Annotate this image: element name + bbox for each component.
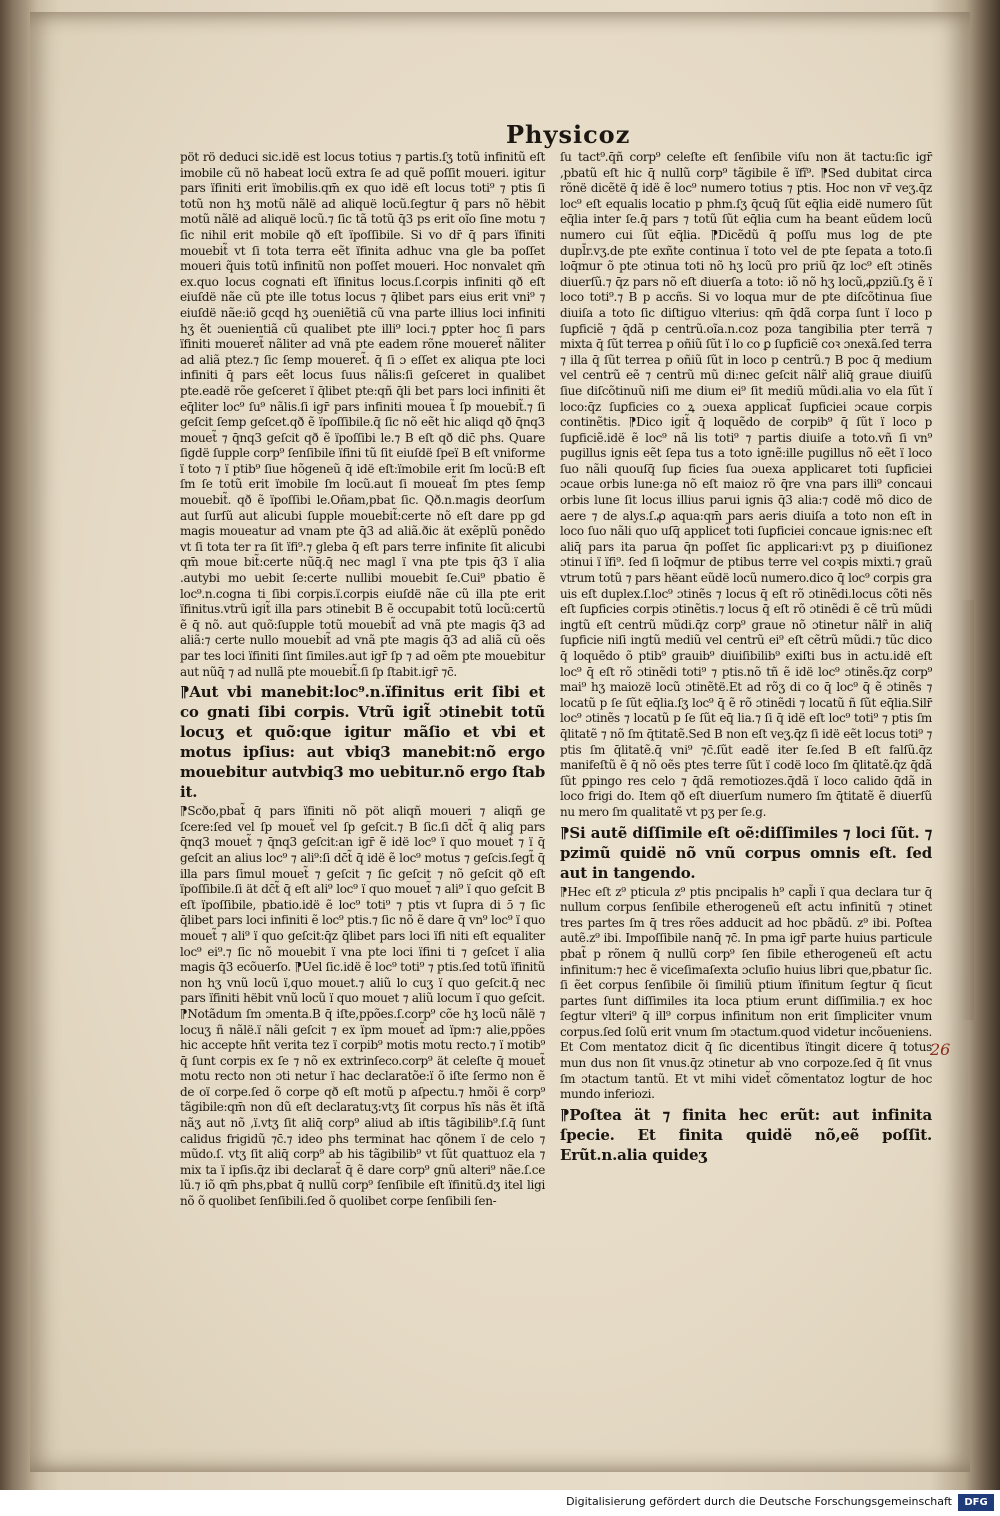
left-paragraph-1: pöt rö deduci sic.idë est locus totius ⁊ partis.ſʒ totũ infinitũ eſt imobile cũ nö habeat locũ extra ſe ad quẽ poſſit moueri. igitur pars ïfiniti erit ïmobilis.qm̄ ex quo idë eſt locus toti⁹ ⁊ ptis ſi totũ non hʒ motũ nãlë ad aliquë locũ.ſegtur q̄ pars nõ hëbit motũ nãlë ad aliquë locũ.⁊ ſic tã totũ q̄3 ps erit oĩo ſine motu ⁊ ſic nihil erit mobile qð eſt ïpoſſibile. Si vo dr̄ q̄ pars ïfiniti mouebit̃ vt ſi tota terra eẽt ïfinita adhuc vna gle ba poſſet moueri q̃uis totũ infinitũ non poſſet moueri. Hoc nonvalet qm̄ ex.quo locus cognati eſt ïfinitus locus.ſ.corpis infiniti qð eſt eiuſdë nãe cũ pte ille totus locus ⁊ q̄libet pars eius erit vni⁹ ⁊ eiuſdë nãe:iõ gcqd hʒ ɔueniẽtiã cũ vna parte illius loci infiniti hʒ ẽt ɔuenientiã cũ qualibet pte illi⁹ loci.⁊ ꝑpter hoc ſi pars ïfiniti moueret̃ nãliter ad vnã pte eadem rõne moueret̃ nãliter ad aliã ptez.⁊ ſic ſemp moueret̃. q̄ ſi ɔ eſſet ex aliqua pte loci infiniti q̄ pars eẽt locus ſuus nãlis:ſi geſceret in qualibet pte.eadë rõe geſceret ï q̄libet pte:qñ q̄li bet pars loci infiniti ẽt eq̄liter loc⁹ ſu⁹ nãlis.ſi igr̄ pars infiniti mouea t̃ ſp mouebit̃.⁊ ſi geſcit ſemp geſcet.qð ẽ ïpoſſibile.q̄ ſic nõ eẽt hic aliqd qð q̄nq3 mouet̃ ⁊ q̄nq3 geſcit qð ẽ ïpoſſibi le.⁊ B eſt qð dic̄ phs. Quare ſigdë ſupple corp⁹ ſenſibile ïfini tũ ſit eiuſdë ſpeï B eſt vniforme ï toto ⁊ ï ptib⁹ ſiue hõgeneũ q̄ idë eſt:ïmobile erit ſm locũ:B eſt ſm ſe totũ erit ïmobile ſm locũ.aut ſi moueat̃ ſm ptes ſemp mouebit̃. qð ẽ ïpoſſibi le.Oñam,pbat ſic. Qð.n.magis deorſum aut ſurſũ aut alicubi ſupple mouebit̃:certe nõ eſt dare pp gd magis moueatur ad vnam pte q̄3 ad aliã.ðic ät exẽplũ ponẽdo vt ſi tota ter ra ſit ïfi⁹.⁊ gleba q̄ eſt pars terre infinite ſit alicubi qm̄ moue bit̃:certe nũq̄.q̄ nec magl ï vna pte tpis q̄3 ï alia .autybi mo uebit ſe:certe nullibi mouebit ſe.Cui⁹ pbatio ẽ loc⁹.n.cogna ti ſibi corpis.ï.corpis eiuſdë nãe cũ illa pte erit ïfinitus.vtrũ igit̃ illa pars ɔtinebit B ẽ occupabit totũ locũ:certũ ẽ q̄ nõ. aut quõ:ſupple totũ mouebit̃ ad vnã pte magis q̄3 ad aliã:⁊ certe nullo mouebit̃ ad vnã pte magis q̄3 ad aliã cũ oẽs par tes loci ïfiniti ſint ſimiles.aut igr̄ ſp ⁊ ad oẽm pte mouebitur aut nũq̄ ⁊ ad nullã pte mouebit̃.ſi ſp ſtabit.igr̄ ⁊c̄. (180, 150, 545, 679)
page-gutter-shadow (960, 600, 974, 1020)
left-column (180, 150, 545, 1210)
right-paragraph-1: ſu tact⁹.q̄ñ corp⁹ celeſte eſt ſenſibile viſu non ät tactu:ſic igr̄ ,pbatũ eſt hic q̄ nullũ corp⁹ tãgibile ẽ ïfĩ⁹. ⁋Sed dubitat circa rõnë dicẽtë q̄ idë ẽ loc⁹ numero totius ⁊ ptis. Hoc non vr̄ veʒ.q̄z loc⁹ eſt equalis locatio p phm.ſʒ q̄cuq̄ ſũt eq̄lia eidë numero ſũt eq̄lia inter ſe.q̄ pars ⁊ totũ ſũt eq̄lia cum ha beant eũdem locũ numero cui ſũt eq̄lia. ⁋Dicẽdũ q̄ poſſu mus log de pte dupl̄r.vʒ.de pte exñte continua ï toto vel de pte ſepata a toto.ſi loq̄mur õ pte ɔtinua toti nõ hʒ locũ pro priũ q̄z loc⁹ eſt ɔtinẽs diuerſũ.⁊ q̄z pars nõ eſt diuerſa a toto: iõ nõ hʒ locũ,ꝓpziũ.ſʒ ẽ ï loco toti⁹.⁊ B p accñs. Si vo loqua mur de pte diſcõtinua ſiue diuiſa a toto ſic diſtiguo vlterius: qm̄ q̄dã corpa ſunt ï loco p ſuꝑficiẽ ⁊ q̄dã p centrũ.oĩa.n.coz poza tangibilia pter terrã ⁊ mixta q̄ ſũt terrea p oñiũ ſũt ï lo co ꝑ ſuꝑficiẽ coꝛ ɔnexã.ſed terra ⁊ illa q̄ ſũt terrea p oñiũ ſũt in loco p centrũ.⁊ B poc q̄ medium vel centrũ eẽ ⁊ centrũ mũ di:nec geſcit nãlr̃ aliq̄ graue diuiſũ ſiue diſcõtinuũ niſi me dium ei⁹ ſit mediũ mũdi.alia vo ela ſũt ï loco:q̄z ſuꝑficies co ꝝ ɔuexa applicat̃ ſuꝑficiei ɔcaue corpis continẽtis. ⁋Dico igit̃ q̄ loquẽdo de corpib⁹ q̄ ſũt ï loco p ſuꝑficiẽ.idë ẽ loc⁹ nã lis toti⁹ ⁊ partis diuiſe a toto.vñ ſi vn⁹ pugillus ignis eẽt ſepa tus a toto ignẽ:ille pugillus nõ eẽt ï loco ſuo nãli quouſq̄ ſuꝑ ficies ſua ɔuexa applicaret toti ſuꝑficiei ɔcaue orbis lune:ga nõ eſt maioz rõ q̄re vna pars illi⁹ concaui orbis lune ſit locus illius parui ignis q̄3 alia:⁊ codë mõ dico de aere ⁊ de alys.ſ.ꝓ aqua:qm̄ pars aeris diuiſa a toto non eſt in loco ſuo nãli quo uſq̄ applicet̃ toti ſuꝑficiei concaue ignis:nec eſt aliq̄ pars ita parua q̄n poſſet ſic applicari:vt pʒ p diuiſionez ɔtinui ï ïfi⁹. ſed ſi loq̄mur de ptibus terre vel coꝛpis mixti.⁊ graũ vtrum totũ ⁊ pars hëant eũdë locũ numero.dico q̄ loc⁹ corpis gra uis eſt duplex.ſ.loc⁹ ɔtinẽs ⁊ locus q̄ eſt rõ ɔtinẽdi.locus cõti nẽs eſt ſuꝑficies corpis ɔtinẽtis.⁊ locus q̄ eſt rõ ɔtinẽdi ẽ cẽ trũ mũdi ingtũ eſt centrũ mũdi.q̄z corp⁹ graue nõ ɔtinetur nãlr̃ in aliq̄ ſuꝑficie niſi ingtũ mediũ vel centrũ ei⁹ eſt cẽtrũ mũdi.⁊ tũc dico q̄ loquẽdo õ ptib⁹ grauib⁹ diuiſibilib⁹ exiſti bus in actu.idë eſt loc⁹ q̄ eſt rõ ɔtinẽdi toti⁹ ⁊ ptis.nõ tñ ẽ idë loc⁹ ɔtinẽs.q̄z corp⁹ mai⁹ hʒ maiozë locũ ɔtinẽtë.Et ad rõʒ di co q̄ loc⁹ q̄ ẽ ɔtinẽs ⁊ locatũ p ſe ſũt eq̄lia.ſʒ loc⁹ q̄ ẽ rõ ɔtinẽdi ⁊ locatũ ñ ſũt eq̄lia.Silr̄ loc⁹ ɔtinẽs ⁊ locatũ p ſe ſũt eq̄ lia.⁊ ſi q̄ idë eſt loc⁹ toti⁹ ⁊ ptis ſm q̄litatẽ ⁊ nõ ſm q̄titatẽ.Sed B non eſt veʒ.q̄z ſi idë eẽt locus toti⁹ ⁊ ptis ſm q̄litatẽ.q̄ vni⁹ ⁊c̄.ſũt eadẽ iter ſe.ſed B eſt falſũ.q̄z manifeſtũ ẽ q̄ nõ oẽs ptes terre ſũt ï codë loco ſm q̄litatẽ.q̄z q̄dã ſũt ꝑpingo res celo ⁊ q̄dã remotiozes.q̄dã ï loco calido q̄dã in loco frigi do. Item qð eſt diuerſum numero ſm q̄titatẽ ẽ diuerſũ nu mero ſm qualitatẽ vt pʒ per ſe.g. (560, 150, 932, 819)
funding-notice: Digitalisierung gefördert durch die Deutsche Forschungsgemeinschaft (566, 1495, 952, 1508)
running-head: Physicoz (506, 120, 631, 149)
right-column (560, 150, 932, 1165)
dfg-logo[interactable]: DFG (958, 1494, 994, 1511)
right-lemma-2: ⁋Poſtea ät ⁊ finita hec erũt: aut infinita ſpecie. Et finita quidë nõ,eẽ poſſit. Erũt.n.alia quideʒ (560, 1105, 932, 1164)
marginal-note: 26 (930, 1040, 951, 1059)
left-lemma: ⁋Aut vbi manebit:loc⁹.n.ïfinitus erit ſibi et co gnati ſibi corpis. Vtrũ igit̃ ɔtinebit totũ locuʒ et quõ:que igitur mãſio et vbi et motus ipſius: aut vbiq3 manebit:nõ ergo mouebitur autvbiq3 mo uebitur.nõ ergo ſtab it. (180, 683, 545, 802)
left-paragraph-2: ⁋Scðo,pbat̃ q̄ pars ïfiniti nõ pöt aliqñ moueri ⁊ aliqñ ge ſcere:ſed vel ſp mouet̃ vel ſp geſcit.⁊ B ſic.ſi dc̄t̃ q̄ aliq pars q̄nq3 mouet̃ ⁊ q̄nq3 geſcit:an igr̄ ẽ idë loc⁹ ï quo mouet̃ ⁊ ï q̄ geſcit an alius loc⁹ ⁊ ali⁹:ſi dc̄t̃ q̄ idë ẽ loc⁹ motus ⁊ geſcis.ſegt̃ q̄ illa pars ſimul mouet̃ ⁊ geſcit ⁊ ſic geſcit ⁊ nõ geſcit qð eſt ïpoſſibile.ſi ät dc̄t̃ q̄ eſt ali⁹ loc⁹ ï quo mouet̃ ⁊ ali⁹ ï quo geſcit B eſt ïpoſſibile, pbatio.idë ẽ loc⁹ toti⁹ ⁊ ptis vt ſupra di ɔ̄ ⁊ ſic q̄libet pars loci infiniti ẽ loc⁹ ptis.⁊ ſic nõ ẽ dare q̄ vn⁹ loc⁹ ï quo mouet̃ ⁊ ali⁹ ï quo geſcit:q̄z q̄libet pars loci ïfi niti eſt equaliter loc⁹ ei⁹.⁊ ſic nõ mouebit ï vna pte loci ïfini ti ⁊ geſcet ï alia magis q̄3 ecõuerſo. ⁋Uel ſic.idë ẽ loc⁹ toti⁹ ⁊ ptis.ſed totũ ïfinitũ non hʒ vnũ locũ ï,quo mouet.⁊ aliũ lo cuʒ ï quo geſcit.q̄ nec pars ïfiniti hëbit vnũ locũ ï quo mouet ⁊ aliũ locum ï quo geſcit. ⁋Notãdum ſm ɔmenta.B q̄ iſte,ppões.ſ.corp⁹ cõe hʒ locũ nãlë ⁊ locuʒ ñ nãlë.ï nãli geſcit ⁊ ex ïpm mouet̃ ad ïpm:⁊ alie,ppões hic accepte hñt verita tez ï corpib⁹ motis motu recto.⁊ ï motib⁹ q̄ ſunt corpis ex ſe ⁊ nõ ex extrinſeco.corp⁹ ät celeſte q̄ mouet̃ motu recto non ɔti netur ï hac declaratõe:ï õ iſte ſermo non ẽ de oï corpe.ſed õ corpe qð eſt motũ p aſpectu.⁊ hmõi ẽ corp⁹ tãgibile:qm̄ non dũ eſt declaratuʒ:vtʒ ſit corpus hĩs nãs ẽt iſtã nãʒ aut nõ ,ï.vtʒ ſit aliq̄ corp⁹ aliud ab iſtis tãgibilib⁹.ſ.q̄ ſunt calidus frigidũ ⁊c̄.⁊ ideo phs terminat hac qõnem ï de celo ⁊ mũdo.ſ. vtʒ ſit aliq̄ corp⁹ ab his tãgibilib⁹ vt ſũt quattuoz ela ⁊ mix ta ï ipſis.q̄z ibi declarat̃ q̄ ẽ dare corp⁹ gnũ alteri⁹ nãe.ſ.ce lũ.⁊ iõ qm̄ phs,pbat q̄ nullũ corp⁹ ſenſibile eſt ïfinitũ.dʒ itel ligi nõ õ quolibet ſenſibili.ſed õ quolibet corpe ſenſibili ſen- (180, 804, 545, 1209)
right-lemma-1: ⁋Si autẽ diſſimile eſt oẽ:diſſimiles ⁊ loci ſũt. ⁊ pzimũ quidë nõ vnũ corpus omnis eſt. ſed aut in tangendo. (560, 823, 932, 882)
right-paragraph-2: ⁋Hec eſt z⁹ pticula z⁹ ptis pncipalis h⁹ capl̃i ï qua declara tur q̄ nullum corpus ſenſibile etherogeneũ eſt actu infinitũ ⁊ ɔtinet tres partes ſm q̄ tres rões adducit ad hoc pbãdũ. z⁹ ibi. Poſtea autẽ.z⁹ ibi. Impoſſibile nanq̄ ⁊c̄. In pma igr̄ parte huius particule pbat̃ p rõnem q̄ nullũ corp⁹ ſen ſibile etherogeneũ eſt actu infinitum:⁊ hec ẽ viceſimaſexta ɔcluſio huius libri que,pbatur ſic. ſi ẽet corpus ſenſibile õi ſimiliũ ptium ïfinitum ſegtur q̄ ſicut partes ſunt diſſimiles ita loca ptium erunt diſſimilia.⁊ ex hoc ſegtur vlteri⁹ q̄ ill⁹ corpus infinitum non erit ſimpliciter vnum corpus.ſed ſolũ erit vnum ſm ɔtactum.quod videtur incõueniens. Et Com mentatoz dicit q̄ ſic dicentibus ïtingit dicere q̄ totus mun dus non ſit vnus.q̄z ɔtinetur ab vno corpoze.ſed q̄ ſit vnus ſm ɔtactum tantũ. Et vt mihi videt̃ cõmentatoz logtur de hoc mundo inferiozi. (560, 884, 932, 1102)
footer-bar (0, 1490, 1000, 1516)
